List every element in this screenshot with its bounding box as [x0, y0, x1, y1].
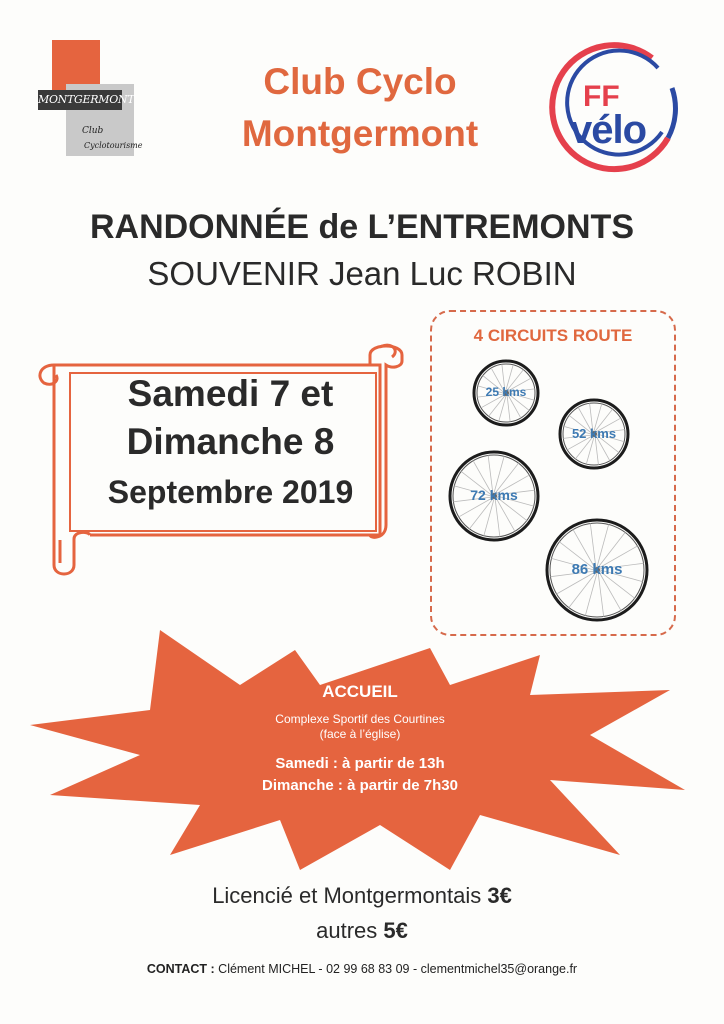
contact-line	[0, 962, 724, 976]
circuit-distance-label: 52 kms	[571, 425, 617, 441]
logo-subtitle-cyclotourisme: Cyclotourisme	[84, 141, 143, 150]
accueil-title: ACCUEIL	[322, 682, 398, 701]
club-title	[150, 56, 570, 160]
event-subtitle: SOUVENIR Jean Luc ROBIN	[147, 255, 577, 292]
circuits-title: 4 CIRCUITS ROUTE	[473, 326, 633, 345]
price-value-licencie: 3€	[487, 883, 512, 908]
date-line1: Samedi 7 et	[127, 373, 334, 414]
accueil-place-note: (face à l’église)	[319, 727, 401, 741]
ffvelo-ff: FF	[583, 80, 620, 113]
price-line-autres	[0, 918, 724, 944]
circuit-distance-label: 72 kms	[470, 487, 518, 503]
date-line3: Septembre 2019	[107, 474, 354, 510]
starburst-shape	[30, 630, 690, 870]
accueil-sunday: Dimanche : à partir de 7h30	[262, 777, 458, 794]
price-label-licencie: Licencié et Montgermontais	[212, 883, 488, 908]
club-title-line2: Montgermont	[241, 113, 479, 154]
event-title: RANDONNÉE de L’ENTREMONTS	[89, 208, 635, 246]
contact-text: Clément MICHEL - 02 99 68 83 09 - clementmichel35@orange.fr	[214, 962, 578, 976]
event-dates	[58, 370, 403, 518]
circuit-distance-label: 86 kms	[571, 560, 623, 578]
contact-label: CONTACT :	[146, 962, 215, 976]
price-line-licencie	[0, 883, 724, 909]
price-value-autres: 5€	[383, 918, 408, 943]
price-label-autres: autres	[316, 918, 384, 943]
logo-name: MONTGERMONT	[38, 90, 122, 110]
club-title-line1: Club Cyclo	[263, 61, 457, 102]
accueil-saturday: Samedi : à partir de 13h	[275, 755, 445, 772]
club-logo	[38, 40, 143, 160]
logo-subtitle-club: Club	[82, 126, 104, 136]
accueil-place: Complexe Sportif des Courtines	[275, 712, 445, 726]
circuit-distance-label: 25 kms	[485, 385, 527, 399]
ffvelo-velo: vélo	[570, 108, 647, 152]
date-line2: Dimanche 8	[126, 421, 335, 462]
ffvelo-logo	[540, 28, 690, 178]
